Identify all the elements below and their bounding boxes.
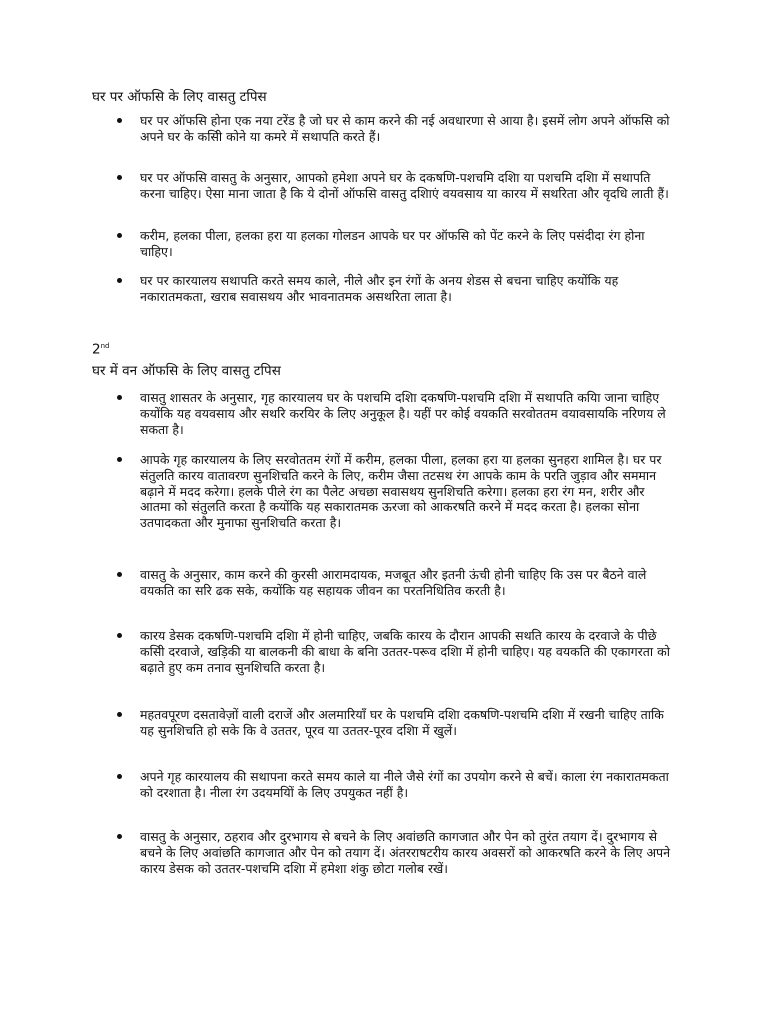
list-item: [0, 273, 768, 331]
list-item-text: अपने गृह कारयालय की सथापना करते समय काले या नीले जैसे रंगों का उपयोग करने से बचें। काला रंग नकारातमकता को दरशाता है। नीला रंग उदयमयिों के लिए उपयुकत नहीं है।: [140, 769, 669, 800]
list-item: [0, 452, 768, 567]
section-heading-home-office: घर पर ऑफसि के लिए वासतु टपिस: [92, 89, 267, 105]
list-item-text: वासतु के अनुसार, ठहराव और दुरभागय से बचने के लिए अवांछति कागजात और पेन को तुरंत तयाग दें। दुरभागय से बचने के लिए अवांछति कागजात और पेन को तयाग दें। अंतरराषटरीय कारय अवसरों को आकरषति करने के लिए अपने कारय डेसक को उततर-पशचमि दशाि में हमेशा शंकु छोटा गलोब रखें।: [140, 829, 671, 876]
bullet-icon: [117, 572, 122, 577]
list-item-text: घर पर ऑफसि होना एक नया टरेंड है जो घर से काम करने की नई अवधारणा से आया है। इसमें लोग अपने ऑफसि को अपने घर के कसिी कोने या कमरे में सथापति करते हैं।: [140, 113, 670, 144]
list-item-text: आपके गृह कारयालय के लिए सरवोततम रंगों में करीम, हलका पीला, हलका हरा या हलका सुनहरा शामिल है। घर पर संतुलति कारय वातावरण सुनशिचति करने के लिए, करीम जैसा तटसथ रंग आपके काम के परति जुड़ाव और सममान बढ़ाने में मदद करेगा। हलके पीले रंग का पैलेट अचछा सवासथय सुनशिचति करेगा। हलका हरा रंग मन, शरीर और आतमा को संतुलति करता है कयोंकि यह सकारातमक ऊरजा को आकरषति करने में मदद करता है। हलका सोना उतपादकता और मुनाफा सुनशिचति करता है।: [140, 452, 662, 531]
bullet-icon: [117, 633, 122, 638]
bullet-icon: [117, 118, 122, 123]
list-item-text: महतवपूरण दसतावेज़ों वाली दराजें और अलमारियाँ घर के पशचमि दशाि दकषणि-पशचमि दशाि में रखनी चाहिए ताकि यह सुनशिचति हो सके कि वे उततर, पूरव या उततर-पूरव दशाि में खुलें।: [140, 707, 664, 738]
bullet-icon: [117, 395, 122, 400]
section-number-marker: [92, 337, 109, 359]
vastu-tips-list: [0, 390, 768, 899]
list-item-text: वासतु के अनुसार, काम करने की कुरसी आरामदायक, मजबूत और इतनी ऊंची होनी चाहिए कि उस पर बैठने वाले वयकति का सरि ढक सके, कयोंकि यह सहायक जीवन का परतनिधितिव करती है।: [140, 567, 647, 598]
bullet-icon: [117, 278, 122, 283]
list-item: [0, 769, 768, 829]
bullet-icon: [117, 233, 122, 238]
section-number: 2: [92, 341, 101, 358]
section-number-suffix: nd: [100, 342, 110, 350]
bullet-icon: [117, 457, 122, 462]
list-item: [0, 113, 768, 170]
bullet-icon: [117, 774, 122, 779]
list-item-text: वासतु शासतर के अनुसार, गृह कारयालय घर के पशचमि दशाि दकषणि-पशचमि दशाि में सथापति कयिा जाना चाहिए कयोंकि यह वयवसाय और सथरि करयिर के लिए अनुकूल है। यहीं पर कोई वयकति सरवोततम वयावसायकि नरिणय ले सकता है।: [140, 390, 666, 437]
list-item-text: करीम, हलका पीला, हलका हरा या हलका गोलडन आपके घर पर ऑफसि को पेंट करने के लिए पसंदीदा रंग होना चाहिए।: [140, 228, 645, 259]
bullet-icon: [117, 175, 122, 180]
bullet-icon: [117, 834, 122, 839]
list-item: [0, 829, 768, 899]
list-item: [0, 228, 768, 273]
home-office-tips-list: [0, 113, 768, 331]
list-item: [0, 567, 768, 628]
list-item: [0, 707, 768, 769]
list-item-text: घर पर ऑफसि वासतु के अनुसार, आपको हमेशा अपने घर के दकषणि-पशचमि दशाि या पशचमि दशाि में सथापति करना चाहिए। ऐसा माना जाता है कि ये दोनों ऑफसि वासतु दशिाएं वयवसाय या कारय में सथरिता और वृदधि लाती हैं।: [140, 170, 669, 201]
bullet-icon: [117, 712, 122, 717]
list-item: [0, 170, 768, 228]
list-item-text: कारय डेसक दकषणि-पशचमि दशाि में होनी चाहिए, जबकि कारय के दौरान आपकी सथति कारय के दरवाजे के पीछे कसिी दरवाजे, खड़िकी या बालकनी की बाधा के बनिा उततर-परूव दशाि में होनी चाहिए। यह वयकति की एकागरता को बढ़ाते हुए कम तनाव सुनशिचति करता है।: [140, 628, 670, 675]
list-item-text: घर पर कारयालय सथापति करते समय काले, नीले और इन रंगों के अनय शेडस से बचना चाहिए कयोंकि यह नकारातमकता, खराब सवासथय और भावनातमक असथरिता लाता है।: [140, 273, 619, 304]
section-heading-home-office-vastu: घर में वन ऑफसि के लिए वासतु टपिस: [92, 363, 281, 379]
list-item: [0, 628, 768, 707]
list-item: [0, 390, 768, 452]
